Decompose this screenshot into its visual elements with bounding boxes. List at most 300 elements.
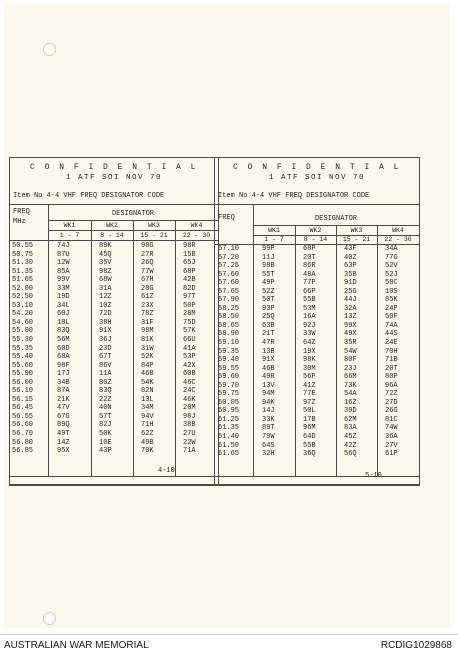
table-cell: 93P <box>262 304 275 313</box>
table-cell: 84P <box>141 361 154 370</box>
table-cell: 23D <box>99 344 112 353</box>
table-cell: 46B <box>262 364 275 373</box>
table-cell: 56.55 <box>12 412 34 421</box>
table-cell: 99V <box>57 276 70 285</box>
table-cell: 21K <box>57 395 70 404</box>
table-cell: 17B <box>303 415 316 424</box>
left-wk2-column <box>99 242 112 456</box>
left-week4-range: 22 - 30 <box>182 232 211 239</box>
table-cell: 44S <box>385 330 398 339</box>
table-cell: 80F <box>344 356 357 365</box>
table-cell: 59.75 <box>218 390 240 399</box>
table-cell: 28G <box>141 284 154 293</box>
table-cell: 86V <box>99 361 112 370</box>
table-cell: 49B <box>141 438 154 447</box>
table-cell: 56P <box>303 373 316 382</box>
table-cell: 33W <box>303 330 316 339</box>
left-freq-label: FREQ <box>13 208 30 216</box>
table-cell: 83Q <box>99 387 112 396</box>
table-cell: 74W <box>385 424 398 433</box>
table-cell: 68W <box>99 276 112 285</box>
table-cell: 36Q <box>303 450 316 459</box>
table-cell: 95X <box>57 447 70 456</box>
table-cell: 58.25 <box>218 304 240 313</box>
table-cell: 52Z <box>262 287 275 296</box>
table-cell: 61P <box>385 450 398 459</box>
right-week3-label: WK3 <box>350 227 363 234</box>
table-cell: 56.15 <box>12 395 34 404</box>
right-divider-wk3 <box>336 225 337 476</box>
table-cell: 58.90 <box>218 330 240 339</box>
table-cell: 62Z <box>141 430 154 439</box>
table-cell: 31F <box>141 318 154 327</box>
table-cell: 89Q <box>57 421 70 430</box>
right-divider-freq <box>253 204 254 476</box>
table-cell: 82D <box>183 284 196 293</box>
table-cell: 83Q <box>57 327 70 336</box>
table-cell: 55.35 <box>12 344 34 353</box>
left-rule-header-bottom <box>10 240 218 241</box>
table-cell: 77P <box>303 279 316 288</box>
left-rule-top <box>10 204 218 205</box>
table-cell: 42X <box>183 361 196 370</box>
table-cell: 34M <box>141 404 154 413</box>
table-cell: 38H <box>99 318 112 327</box>
right-rule-top <box>215 204 419 205</box>
table-cell: 16Z <box>344 398 357 407</box>
right-wk3-column <box>344 245 357 459</box>
table-cell: 56M <box>57 336 70 345</box>
table-cell: 99X <box>344 321 357 330</box>
table-cell: 55B <box>303 441 316 450</box>
archive-footer <box>0 634 458 655</box>
table-cell: 96A <box>385 381 398 390</box>
table-cell: 23J <box>344 364 357 373</box>
table-cell: 52.00 <box>12 284 34 293</box>
table-cell: 22Z <box>99 395 112 404</box>
table-cell: 68A <box>57 353 70 362</box>
table-cell: 35R <box>344 339 357 348</box>
table-cell: 98M <box>141 327 154 336</box>
table-cell: 87U <box>57 250 70 259</box>
table-cell: 67G <box>57 412 70 421</box>
table-cell: 50.75 <box>12 250 34 259</box>
table-cell: 13L <box>141 395 154 404</box>
table-cell: 57K <box>183 327 196 336</box>
table-cell: 13V <box>262 381 275 390</box>
table-cell: 42Z <box>344 441 357 450</box>
table-cell: 64D <box>303 433 316 442</box>
table-cell: 59.60 <box>218 373 240 382</box>
table-cell: 71H <box>141 421 154 430</box>
table-cell: 26Q <box>141 259 154 268</box>
table-cell: 48A <box>303 270 316 279</box>
table-cell: 12Z <box>99 293 112 302</box>
table-cell: 33K <box>262 415 275 424</box>
table-cell: 92J <box>303 321 316 330</box>
table-cell: 68P <box>303 245 316 253</box>
table-cell: 55.30 <box>12 336 34 345</box>
left-wk3-column <box>141 242 154 456</box>
table-cell: 66M <box>344 373 357 382</box>
left-designator-label: DESIGNATOR <box>111 210 154 218</box>
table-cell: 51.65 <box>12 276 34 285</box>
table-cell: 13B <box>262 347 275 356</box>
table-cell: 98J <box>183 412 196 421</box>
table-cell: 80Z <box>99 378 112 387</box>
table-cell: 64Z <box>303 339 316 348</box>
table-cell: 82J <box>99 421 112 430</box>
table-cell: 61.25 <box>218 415 240 424</box>
table-cell: 40Z <box>344 253 357 262</box>
table-cell: 57.65 <box>218 287 240 296</box>
left-week3-label: WK3 <box>148 222 160 229</box>
table-cell: 49R <box>262 373 275 382</box>
table-cell: 50.55 <box>12 242 34 250</box>
table-cell: 14Z <box>57 438 70 447</box>
table-cell: 11A <box>99 370 112 379</box>
table-cell: 10S <box>385 287 398 296</box>
table-cell: 63P <box>344 262 357 271</box>
table-cell: 10Z <box>99 301 112 310</box>
table-cell: 42B <box>183 276 196 285</box>
table-cell: 86R <box>303 262 316 271</box>
punch-hole-bottom <box>43 612 56 625</box>
table-cell: 49X <box>344 330 357 339</box>
table-cell: 64S <box>262 441 275 450</box>
table-cell: 85A <box>57 267 70 276</box>
table-cell: 18L <box>57 318 70 327</box>
table-cell: 55.40 <box>12 353 34 362</box>
table-cell: 43F <box>344 245 357 253</box>
table-cell: 27R <box>141 250 154 259</box>
table-cell: 57.10 <box>218 245 240 253</box>
left-wk4-column <box>183 242 196 456</box>
table-cell: 36J <box>99 336 112 345</box>
table-cell: 51.35 <box>12 267 34 276</box>
table-cell: 55.00 <box>12 327 34 336</box>
table-cell: 58C <box>385 279 398 288</box>
table-cell: 72Z <box>385 390 398 399</box>
left-page-number: 4-10 <box>158 467 175 475</box>
table-cell: 91X <box>99 327 112 336</box>
table-cell: 55B <box>303 296 316 305</box>
left-week2-label: WK2 <box>106 222 118 229</box>
table-cell: 32A <box>344 304 357 313</box>
left-week2-range: 8 - 14 <box>100 232 124 239</box>
table-cell: 54A <box>344 390 357 399</box>
left-divider-wk2 <box>91 220 92 476</box>
table-cell: 67H <box>141 276 154 285</box>
table-cell: 58.50 <box>218 313 240 322</box>
footer-record-id: RCDIG1029868 <box>380 640 452 651</box>
table-cell: 60J <box>57 310 70 319</box>
table-cell: 61Z <box>141 293 154 302</box>
table-cell: 13Z <box>344 313 357 322</box>
table-cell: 77E <box>303 390 316 399</box>
right-page-number: 5-10 <box>365 472 382 480</box>
table-cell: 23X <box>141 301 154 310</box>
table-cell: 87A <box>57 387 70 396</box>
table-cell: 39D <box>344 407 357 416</box>
table-cell: 47R <box>262 339 275 348</box>
table-cell: 34B <box>57 378 70 387</box>
table-cell: 20T <box>385 364 398 373</box>
table-cell: 50T <box>262 296 275 305</box>
footer-institution: AUSTRALIAN WAR MEMORIAL <box>4 640 149 651</box>
right-wk4-column <box>385 245 398 459</box>
table-cell: 50F <box>385 313 398 322</box>
table-cell: 62M <box>344 415 357 424</box>
table-cell: 49T <box>57 430 70 439</box>
table-cell: 31A <box>99 284 112 293</box>
table-cell: 50L <box>303 407 316 416</box>
table-cell: 59.10 <box>218 339 240 348</box>
table-cell: 91D <box>344 279 357 288</box>
table-cell: 49P <box>262 279 275 288</box>
table-cell: 63B <box>262 321 275 330</box>
table-cell: 56.85 <box>12 447 34 456</box>
table-cell: 56.80 <box>12 438 34 447</box>
table-cell: 55.60 <box>12 361 34 370</box>
right-confidential-heading: C O N F I D E N T I A L <box>233 163 401 172</box>
table-cell: 55T <box>262 270 275 279</box>
right-item-title: Item No 4-4 VHF FREQ DESIGNATOR CODE <box>218 192 370 200</box>
table-cell: 41Z <box>303 381 316 390</box>
table-cell: 26G <box>385 407 398 416</box>
right-rule-bottom <box>215 476 419 477</box>
table-cell: 68P <box>183 267 196 276</box>
table-cell: 52J <box>385 270 398 279</box>
table-cell: 53.10 <box>12 301 34 310</box>
left-week1-range: 1 - 7 <box>59 232 80 239</box>
table-cell: 59.70 <box>218 381 240 390</box>
left-sheet <box>9 157 219 486</box>
table-cell: 14J <box>262 407 275 416</box>
table-cell: 15B <box>183 250 196 259</box>
table-cell: 30M <box>303 364 316 373</box>
table-cell: 40N <box>99 404 112 413</box>
table-cell: 82N <box>141 387 154 396</box>
table-cell: 73K <box>344 381 357 390</box>
table-cell: 36A <box>385 433 398 442</box>
table-cell: 57.20 <box>218 253 240 262</box>
table-cell: 94V <box>141 412 154 421</box>
left-freq-column <box>12 242 33 456</box>
table-cell: 19X <box>303 347 316 356</box>
table-cell: 32H <box>262 450 275 459</box>
table-cell: 94M <box>262 390 275 399</box>
table-cell: 17J <box>57 370 70 379</box>
table-cell: 44J <box>344 296 357 305</box>
table-cell: 35B <box>344 270 357 279</box>
table-cell: 57T <box>99 412 112 421</box>
table-cell: 34A <box>385 245 398 253</box>
table-cell: 46C <box>183 378 196 387</box>
table-cell: 10E <box>99 438 112 447</box>
table-cell: 51.30 <box>12 259 34 268</box>
right-week4-label: WK4 <box>392 227 404 234</box>
table-cell: 50K <box>99 430 112 439</box>
table-cell: 58.65 <box>218 321 240 330</box>
left-wk1-column <box>57 242 70 456</box>
table-cell: 53M <box>303 304 316 313</box>
table-cell: 47V <box>57 404 70 413</box>
left-divider-wk3 <box>133 220 134 476</box>
right-wk1-column <box>262 245 275 459</box>
right-week1-label: WK1 <box>268 227 280 234</box>
table-cell: 34L <box>57 301 70 310</box>
table-cell: 61.40 <box>218 433 240 442</box>
table-cell: 27U <box>183 430 196 439</box>
right-unit-line: 1 ATF SOI NOV 70 <box>268 174 365 182</box>
table-cell: 98K <box>303 356 316 365</box>
table-cell: 79W <box>262 433 275 442</box>
right-divider-wk2 <box>295 225 296 476</box>
table-cell: 54.20 <box>12 310 34 319</box>
table-cell: 52.50 <box>12 293 34 302</box>
table-cell: 94K <box>262 398 275 407</box>
table-cell: 75D <box>183 318 196 327</box>
left-week3-range: 15 - 21 <box>140 232 168 239</box>
left-week1-label: WK1 <box>63 222 76 229</box>
table-cell: 71A <box>183 447 196 456</box>
right-week1-range: 1 - 7 <box>264 236 284 243</box>
table-cell: 16A <box>303 313 316 322</box>
table-cell: 20M <box>183 404 196 413</box>
table-cell: 98F <box>57 361 70 370</box>
left-freq-unit: MHz <box>13 218 26 226</box>
table-cell: 28M <box>183 310 196 319</box>
table-cell: 70H <box>385 347 398 356</box>
table-cell: 96M <box>303 424 316 433</box>
table-cell: 61.50 <box>218 441 240 450</box>
table-cell: 24P <box>385 304 398 313</box>
table-cell: 59.40 <box>218 356 240 365</box>
table-cell: 50P <box>183 301 196 310</box>
table-cell: 98B <box>262 262 275 271</box>
table-cell: 19D <box>57 293 70 302</box>
table-cell: 54.60 <box>12 318 34 327</box>
table-cell: 65J <box>183 259 196 268</box>
table-cell: 35V <box>99 259 112 268</box>
table-cell: 77W <box>141 267 154 276</box>
table-cell: 43P <box>99 447 112 456</box>
table-cell: 77G <box>385 253 398 262</box>
left-week4-label: WK4 <box>190 222 203 229</box>
table-cell: 11J <box>262 253 275 262</box>
table-cell: 24C <box>183 387 196 396</box>
table-cell: 12W <box>57 259 70 268</box>
table-cell: 27D <box>385 398 398 407</box>
table-cell: 74A <box>385 321 398 330</box>
table-cell: 74J <box>57 242 70 250</box>
right-week4-range: 22 - 30 <box>384 236 412 243</box>
table-cell: 54W <box>344 347 357 356</box>
table-cell: 81K <box>141 336 154 345</box>
table-cell: 66U <box>183 336 196 345</box>
table-cell: 41A <box>183 344 196 353</box>
table-cell: 33M <box>57 284 70 293</box>
table-cell: 57.90 <box>218 296 240 305</box>
table-cell: 61.65 <box>218 450 240 459</box>
table-cell: 52V <box>385 262 398 271</box>
table-cell: 56.70 <box>12 430 34 439</box>
table-cell: 56Q <box>344 450 357 459</box>
left-unit-line: 1 ATF SOI NOV 70 <box>65 174 162 182</box>
table-cell: 85K <box>385 296 398 305</box>
right-week2-label: WK2 <box>309 227 322 234</box>
table-cell: 54K <box>141 378 154 387</box>
table-cell: 60.05 <box>218 398 240 407</box>
table-cell: 59.35 <box>218 347 240 356</box>
table-cell: 99P <box>262 245 275 253</box>
table-cell: 59.55 <box>218 364 240 373</box>
table-cell: 56.10 <box>12 387 34 396</box>
table-cell: 81C <box>385 415 398 424</box>
table-cell: 83A <box>344 424 357 433</box>
right-wk2-column <box>303 245 316 459</box>
right-freq-label: FREQ <box>218 214 235 222</box>
table-cell: 55.90 <box>12 370 34 379</box>
table-cell: 56.45 <box>12 404 34 413</box>
table-cell: 25Q <box>262 313 275 322</box>
left-item-title: Item No 4-4 VHF FREQ DESIGNATOR CODE <box>13 192 165 200</box>
table-cell: 56.60 <box>12 421 34 430</box>
left-rule-bottom <box>10 476 218 477</box>
table-cell: 67T <box>99 353 112 362</box>
table-cell: 98G <box>141 242 154 250</box>
table-cell: 71B <box>385 356 398 365</box>
right-week2-range: 8 - 14 <box>303 236 328 243</box>
table-cell: 57.60 <box>218 270 240 279</box>
table-cell: 20T <box>303 253 316 262</box>
table-cell: 46K <box>183 395 196 404</box>
table-cell: 89K <box>99 242 112 250</box>
left-confidential-heading: C O N F I D E N T I A L <box>30 163 198 172</box>
left-divider-wk4 <box>175 220 176 476</box>
table-cell: 60D <box>57 344 70 353</box>
table-cell: 60.95 <box>218 407 240 416</box>
table-cell: 97Z <box>303 398 316 407</box>
table-cell: 66P <box>303 287 316 296</box>
table-cell: 57.25 <box>218 262 240 271</box>
table-cell: 72D <box>99 310 112 319</box>
table-cell: 98Z <box>99 267 112 276</box>
table-cell: 45Z <box>344 433 357 442</box>
table-cell: 24E <box>385 339 398 348</box>
table-cell: 53P <box>183 353 196 362</box>
table-cell: 60B <box>183 370 196 379</box>
table-cell: 70K <box>141 447 154 456</box>
table-cell: 38B <box>183 421 196 430</box>
table-cell: 25G <box>344 287 357 296</box>
table-cell: 97T <box>183 293 196 302</box>
table-cell: 21T <box>262 330 275 339</box>
punch-hole-top <box>43 43 56 56</box>
right-freq-column <box>218 245 239 459</box>
table-cell: 45Q <box>99 250 112 259</box>
table-cell: 89T <box>262 424 275 433</box>
table-cell: 46B <box>141 370 154 379</box>
table-cell: 57.60 <box>218 279 240 288</box>
right-designator-label: DESIGNATOR <box>314 215 357 223</box>
table-cell: 91X <box>262 356 275 365</box>
table-cell: 80P <box>385 373 398 382</box>
table-cell: 22W <box>183 438 196 447</box>
table-cell: 98R <box>183 242 196 250</box>
table-cell: 61.35 <box>218 424 240 433</box>
